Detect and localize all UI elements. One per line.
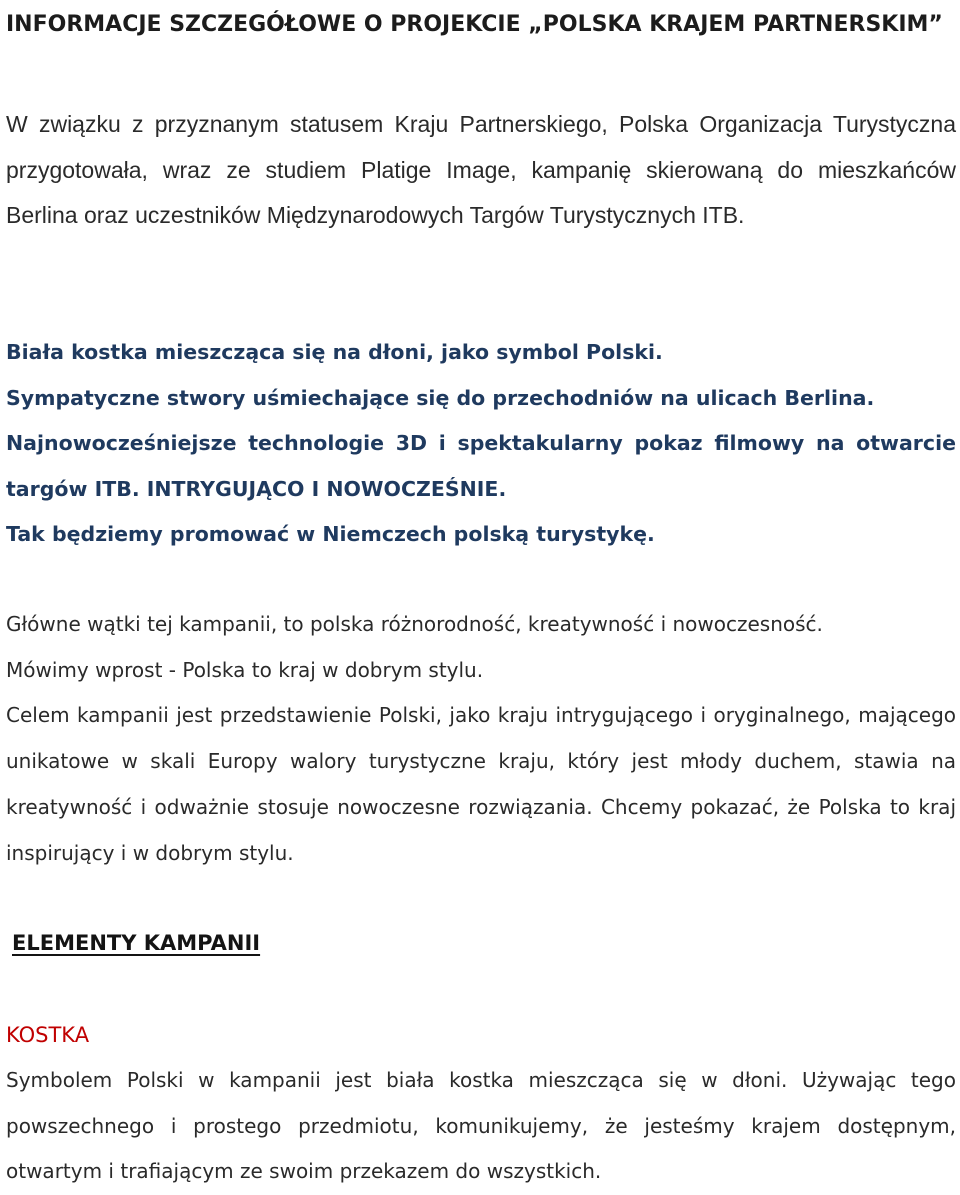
themes-block bbox=[6, 602, 956, 693]
highlight-line-2: Sympatyczne stwory uśmiechające się do przechodniów na ulicach Berlina. bbox=[6, 385, 875, 410]
kostka-paragraph: Symbolem Polski w kampanii jest biała kostka mieszcząca się w dłoni. Używając tego powszechnego i prostego przedmiotu, komunikujemy, że jesteśmy krajem dostępnym, otwartym i trafiającym ze swoim przekazem do wszystkich. bbox=[6, 1068, 956, 1183]
section-heading: ELEMENTY KAMPANII bbox=[12, 931, 261, 955]
highlight-line-3: Najnowocześniejsze technologie 3D i spektakularny pokaz filmowy na otwarcie targów ITB. INTRYGUJĄCO I NOWOCZEŚNIE. bbox=[6, 431, 956, 501]
themes-line-2: Mówimy wprost - Polska to kraj w dobrym stylu. bbox=[6, 657, 484, 682]
themes-line-1: Główne wątki tej kampanii, to polska różnorodność, kreatywność i nowoczesność. bbox=[6, 612, 823, 636]
subsection-heading: KOSTKA bbox=[6, 1023, 90, 1047]
intro-paragraph: W związku z przyznanym statusem Kraju Partnerskiego, Polska Organizacja Turystyczna przygotowała, wraz ze studiem Platige Image, kampanię skierowaną do mieszkańców Berlina oraz uczestników Międzynarodowych Targów Turystycznych ITB. bbox=[6, 111, 956, 228]
document-title: INFORMACJE SZCZEGÓŁOWE O PROJEKCIE „POLSKA KRAJEM PARTNERSKIM” bbox=[6, 12, 943, 37]
highlight-line-1: Biała kostka mieszcząca się na dłoni, jako symbol Polski. bbox=[6, 340, 663, 364]
highlights-block bbox=[6, 330, 956, 558]
goal-paragraph: Celem kampanii jest przedstawienie Polski, jako kraju intrygującego i oryginalnego, mającego unikatowe w skali Europy walory turystyczne kraju, który jest młody duchem, stawia na kreatywność i odważnie stosuje nowoczesne rozwiązania. Chcemy pokazać, że Polska to kraj inspirujący i w dobrym stylu. bbox=[6, 703, 956, 865]
highlight-line-4: Tak będziemy promować w Niemczech polską turystykę. bbox=[6, 522, 655, 546]
